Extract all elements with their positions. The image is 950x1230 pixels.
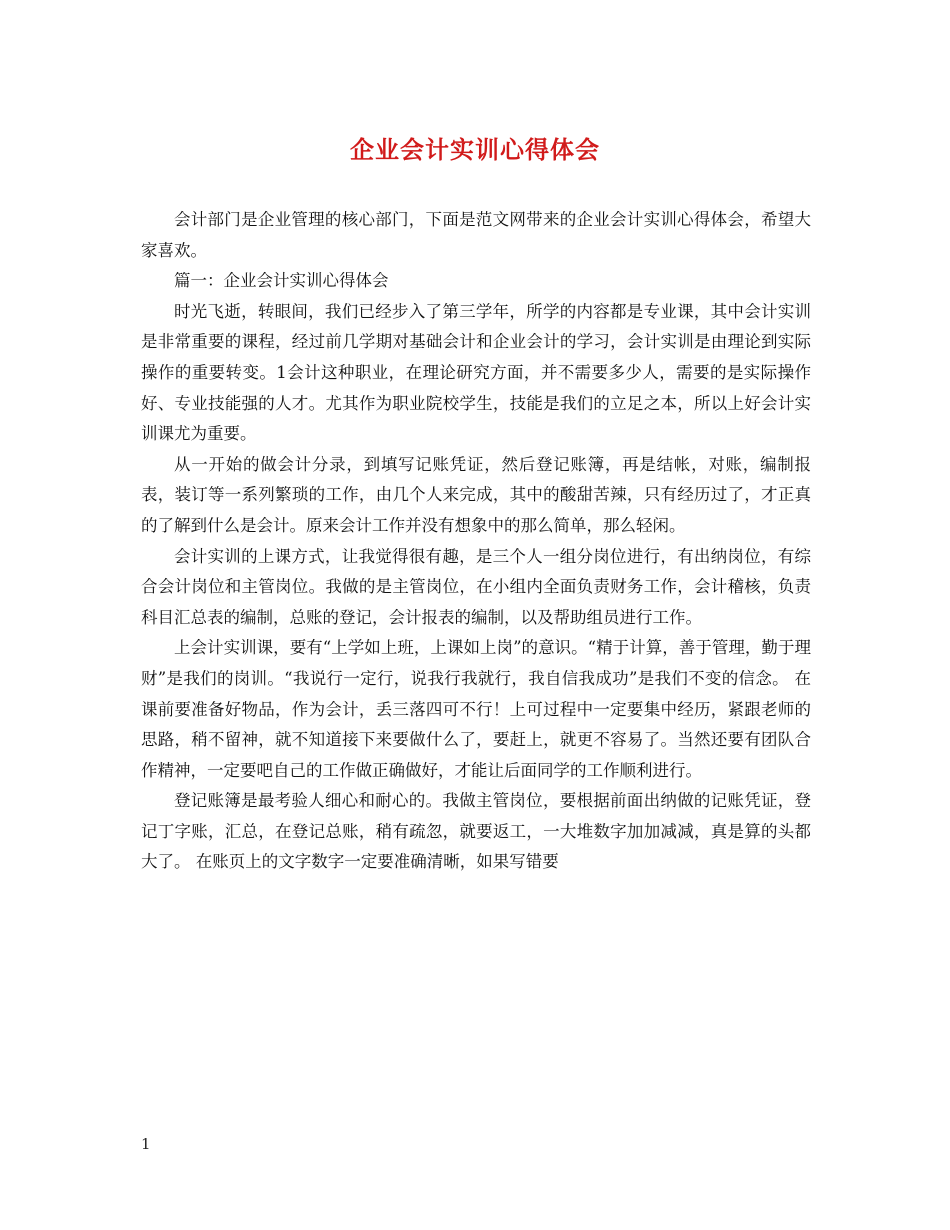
body-paragraph: 上会计实训课，要有“上学如上班，上课如上岗”的意识。“精于计算，善于管理，勤于理财”是我们的岗训。“我说行一定行，说我行我就行，我自信我成功”是我们不变的信念。 在课前要准备好物品，作为会计，丢三落四可不行！上可过程中一定要集中经历，紧跟老师的思路，稍不留神，就不知道接下来要做什么了，要赶上，就更不容易了。当然还要有团队合作精神，一定要吧自己的工作做正确做好，才能让后面同学的工作顺利进行。 [141, 638, 811, 780]
document-body [141, 205, 811, 878]
body-paragraph: 从一开始的做会计分录，到填写记账凭证，然后登记账簿，再是结帐，对账，编制报表，装订等一系列繁琐的工作，由几个人来完成，其中的酸甜苦辣，只有经历过了，才正真的了解到什么是会计。原来会计工作并没有想象中的那么简单，那么轻闲。 [141, 454, 811, 535]
body-paragraph: 时光飞逝，转眼间，我们已经步入了第三学年，所学的内容都是专业课，其中会计实训是非常重要的课程，经过前几学期对基础会计和企业会计的学习，会计实训是由理论到实际操作的重要转变。1会计这种职业，在理论研究方面，并不需要多少人，需要的是实际操作好、专业技能强的人才。尤其作为职业院校学生，技能是我们的立足之本，所以上好会计实训课尤为重要。 [141, 301, 811, 444]
intro-paragraph: 会计部门是企业管理的核心部门，下面是范文网带来的企业会计实训心得体会，希望大家喜欢。 [141, 210, 811, 260]
page-number: 1 [141, 1135, 151, 1153]
section-heading: 篇一：企业会计实训心得体会 [174, 271, 389, 291]
body-paragraph: 登记账簿是最考验人细心和耐心的。我做主管岗位，要根据前面出纳做的记账凭证，登记丁字账，汇总，在登记总账，稍有疏忽，就要返工，一大堆数字加加减减，真是算的头都大了。 在账页上的文字数字一定要准确清晰，如果写错要 [141, 791, 811, 872]
document-title: 企业会计实训心得体会 [350, 135, 600, 164]
body-paragraph: 会计实训的上课方式，让我觉得很有趣，是三个人一组分岗位进行，有出纳岗位，有综合会计岗位和主管岗位。我做的是主管岗位，在小组内全面负责财务工作，会计稽核，负责科目汇总表的编制，总账的登记，会计报表的编制，以及帮助组员进行工作。 [141, 546, 811, 627]
